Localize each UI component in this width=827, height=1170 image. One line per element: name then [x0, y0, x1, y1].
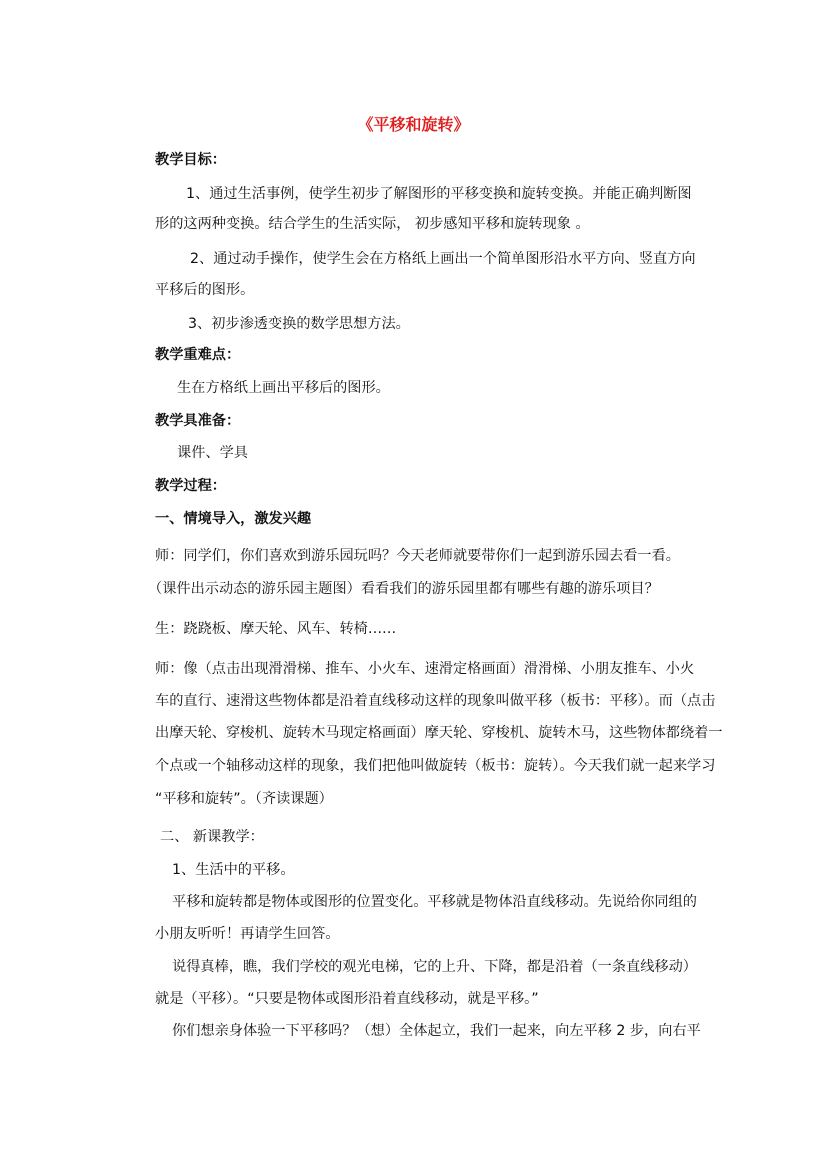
- paragraph-line: 就是（平移）。“只要是物体或图形沿着直线移动，就是平移。”: [155, 991, 539, 1007]
- paragraph-line: 你们想亲身体验一下平移吗？（想）全体起立，我们一起来，向左平移 2 步，向右平: [172, 1023, 701, 1039]
- paragraph-line: 师：同学们，你们喜欢到游乐园玩吗？今天老师就要带你们一起到游乐园去看一看。: [155, 548, 680, 564]
- paragraph-line: 说得真棒，瞧，我们学校的观光电梯，它的上升、下降，都是沿着（一条直线移动）: [172, 959, 697, 975]
- heading-section-two: 二、 新课教学：: [160, 829, 264, 845]
- paragraph-line: 1、通过生活事例，使学生初步了解图形的平移变换和旋转变换。并能正确判断图: [186, 186, 692, 202]
- heading-objectives: 教学目标：: [155, 152, 226, 168]
- paragraph-line: “平移和旋转”。（齐读课题）: [155, 791, 333, 807]
- document-title: 《平移和旋转》: [357, 115, 470, 134]
- paragraph-line: 平移后的图形。: [155, 282, 255, 298]
- paragraph-line: 生在方格纸上画出平移后的图形。: [177, 380, 390, 396]
- paragraph-line: 形的这两种变换。结合学生的生活实际， 初步感知平移和旋转现象 。: [155, 216, 590, 232]
- paragraph-line: 师：像（点击出现滑滑梯、推车、小火车、速滑定格画面）滑滑梯、小朋友推车、小火: [155, 661, 695, 677]
- paragraph-line: 个点或一个轴移动这样的现象，我们把他叫做旋转（板书：旋转）。今天我们就一起来学习: [155, 758, 716, 774]
- paragraph-line: 车的直行、速滑这些物体都是沿着直线移动这样的现象叫做平移（板书：平移）。而（点击: [155, 693, 716, 709]
- paragraph-line: 课件、学具: [177, 445, 248, 461]
- heading-section-one: 一、情境导入，激发兴趣: [155, 511, 312, 527]
- paragraph-line: 出摩天轮、穿梭机、旋转木马现定格画面）摩天轮、穿梭机、旋转木马，这些物体都绕着一: [155, 725, 723, 741]
- paragraph-line: 1、生活中的平移。: [172, 862, 295, 878]
- heading-key-points: 教学重难点：: [155, 347, 241, 363]
- paragraph-line: 2、通过动手操作，使学生会在方格纸上画出一个简单图形沿水平方向、竖直方向: [190, 251, 696, 267]
- paragraph-line: （课件出示动态的游乐园主题图）看看我们的游乐园里都有哪些有趣的游乐项目？: [148, 581, 659, 597]
- heading-materials: 教学具准备：: [155, 413, 241, 429]
- heading-process: 教学过程：: [155, 478, 226, 494]
- paragraph-line: 3、初步渗透变换的数学思想方法。: [188, 316, 410, 332]
- paragraph-line: 小朋友听听！再请学生回答。: [155, 926, 340, 942]
- paragraph-line: 生：跷跷板、摩天轮、风车、转椅……: [155, 621, 397, 637]
- paragraph-line: 平移和旋转都是物体或图形的位置变化。平移就是物体沿直线移动。先说给你同组的: [172, 894, 697, 910]
